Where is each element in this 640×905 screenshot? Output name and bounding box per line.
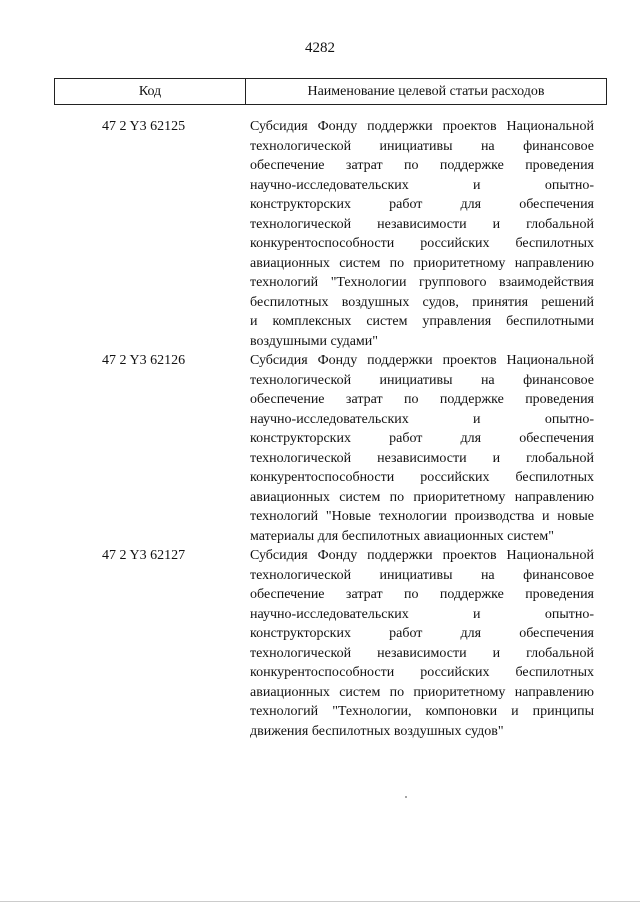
row-code: 47 2 Y3 62126 [102, 353, 186, 368]
description-line: технологий "Технологии группового взаимодействия [250, 275, 594, 290]
description-line: Субсидия Фонду поддержки проектов Национальной [250, 119, 594, 134]
description-line: технологической инициативы на финансовое [250, 567, 594, 583]
description-line: воздушными судами" [250, 333, 378, 349]
description-line: технологий "Технологии, компоновки и принципы [250, 704, 594, 719]
description-line: авиационных систем по приоритетному направлению [250, 489, 594, 505]
description-line: беспилотных воздушных судов, принятия решений [250, 294, 594, 310]
table-header [54, 78, 607, 105]
description-line: научно-исследовательских и опытно- [250, 411, 594, 427]
row-code: 47 2 Y3 62127 [102, 548, 186, 563]
row-code: 47 2 Y3 62125 [102, 119, 186, 134]
row-description [250, 117, 594, 351]
header-code: Код [55, 79, 246, 104]
scan-edge [0, 901, 640, 902]
description-line: технологической инициативы на финансовое [250, 372, 594, 388]
description-line: технологической независимости и глобальной [250, 645, 594, 661]
description-line: авиационных систем по приоритетному направлению [250, 684, 594, 700]
description-line: конкурентоспособности российских беспилотных [250, 665, 594, 680]
description-line: конструкторских работ для обеспечения [250, 431, 594, 446]
table-row [0, 117, 640, 351]
row-description [250, 546, 594, 741]
description-line: материалы для беспилотных авиационных систем" [250, 528, 554, 544]
description-line: обеспечение затрат по поддержке проведения [250, 158, 594, 173]
description-line: конкурентоспособности российских беспилотных [250, 236, 594, 251]
description-line: обеспечение затрат по поддержке проведения [250, 392, 594, 407]
description-line: технологий "Новые технологии производства и новые [250, 509, 594, 524]
description-line: обеспечение затрат по поддержке проведения [250, 587, 594, 602]
description-line: конкурентоспособности российских беспилотных [250, 470, 594, 485]
description-line: технологической независимости и глобальной [250, 216, 594, 232]
description-line: движения беспилотных воздушных судов" [250, 723, 504, 739]
description-line: конструкторских работ для обеспечения [250, 197, 594, 212]
description-line: технологической инициативы на финансовое [250, 138, 594, 154]
page-number: 4282 [305, 40, 335, 56]
table-row [0, 351, 640, 546]
row-description [250, 351, 594, 546]
description-line: конструкторских работ для обеспечения [250, 626, 594, 641]
header-name: Наименование целевой статьи расходов [307, 83, 545, 99]
table-body [0, 117, 640, 741]
table-row [0, 546, 640, 741]
description-line: научно-исследовательских и опытно- [250, 177, 594, 193]
description-line: Субсидия Фонду поддержки проектов Национальной [250, 353, 594, 368]
description-line: авиационных систем по приоритетному направлению [250, 255, 594, 271]
scan-speck [405, 796, 407, 798]
description-line: Субсидия Фонду поддержки проектов Национальной [250, 548, 594, 563]
description-line: и комплексных систем управления беспилотными [250, 314, 594, 329]
description-line: технологической независимости и глобальной [250, 450, 594, 466]
description-line: научно-исследовательских и опытно- [250, 606, 594, 622]
